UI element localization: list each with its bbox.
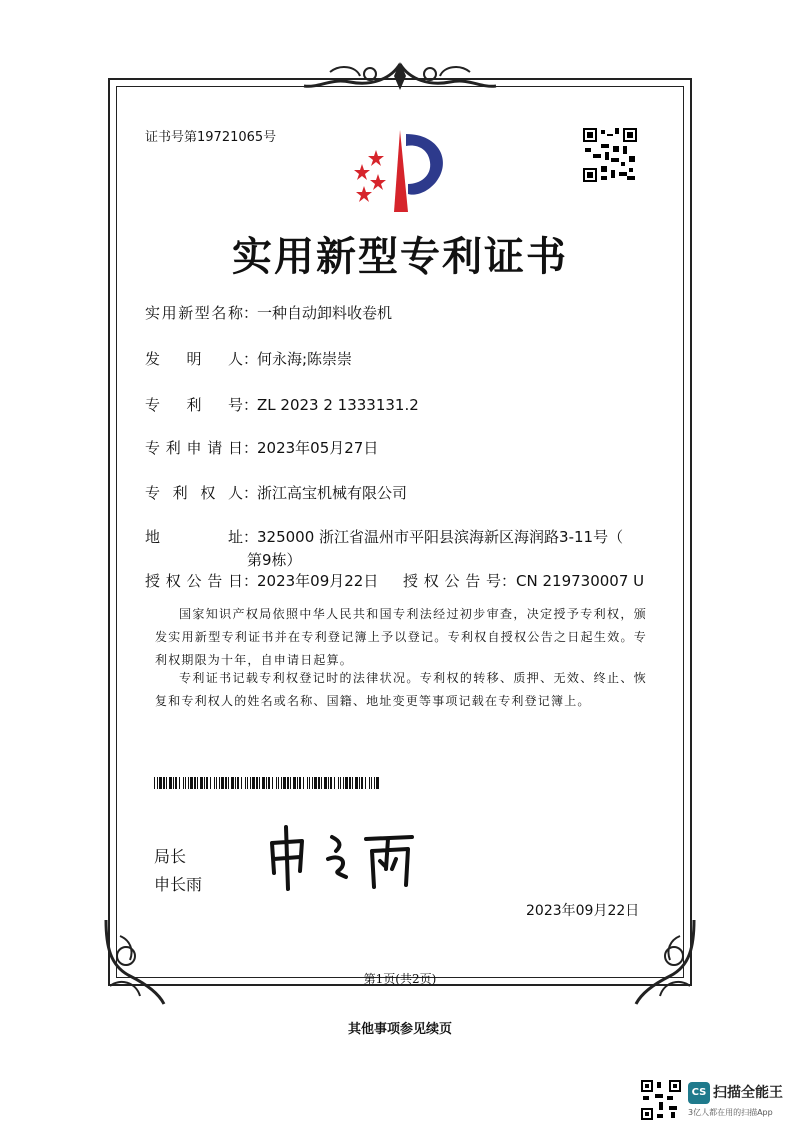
- field-value: 何永海;陈崇崇: [257, 350, 353, 368]
- camscanner-logo-icon: CS: [688, 1082, 710, 1104]
- field-label: 实用新型名称: [145, 304, 243, 322]
- barcode-icon: [154, 774, 380, 786]
- legal-paragraph-register: 专利证书记载专利权登记时的法律状况。专利权的转移、质押、无效、终止、恢复和专利权人的姓名或名称、国籍、地址变更等事项记载在专利登记簿上。: [155, 671, 647, 708]
- scanner-qr-code-icon: [641, 1080, 681, 1120]
- field-address-line2: 第9栋）: [247, 551, 302, 569]
- field-utility-model-name: [145, 302, 392, 323]
- field-inventor: [145, 348, 352, 369]
- handwritten-signature-icon: [262, 815, 422, 895]
- scanner-app-name: 扫描全能王: [713, 1085, 783, 1101]
- field-value: 2023年09月22日: [257, 572, 379, 590]
- field-separator: ：: [501, 572, 517, 590]
- field-value: 325000 浙江省温州市平阳县滨海新区海润路3-11号（: [257, 528, 624, 546]
- page-number: 第1页(共2页): [363, 972, 437, 986]
- certificate-title: 实用新型专利证书: [232, 234, 568, 280]
- field-label: 授权公告号: [403, 572, 501, 590]
- field-separator: ：: [243, 304, 259, 322]
- field-grant-date: [145, 570, 378, 591]
- certificate-qr-code-icon: [583, 128, 637, 182]
- field-separator: ：: [243, 439, 259, 457]
- signature-date: 2023年09月22日: [526, 903, 640, 919]
- field-separator: ：: [243, 572, 259, 590]
- field-value: CN 219730007 U: [516, 572, 645, 590]
- field-filing-date: [145, 437, 378, 458]
- field-value: ZL 2023 2 1333131.2: [257, 396, 419, 414]
- cnipa-emblem-icon: [348, 124, 458, 216]
- field-label: 发明人: [145, 350, 243, 368]
- field-value: 2023年05月27日: [257, 439, 379, 457]
- scanner-slogan: 3亿人都在用的扫描App: [688, 1108, 773, 1117]
- field-address: [145, 526, 623, 547]
- continued-note: 其他事项参见续页: [347, 1022, 452, 1037]
- field-value: 一种自动卸料收卷机: [257, 304, 393, 322]
- top-ornament-icon: [300, 58, 500, 98]
- field-label: 地址: [145, 528, 243, 546]
- field-separator: ：: [243, 528, 259, 546]
- field-patentee: [145, 482, 407, 503]
- field-grant-number: [403, 570, 644, 591]
- field-separator: ：: [243, 396, 259, 414]
- field-separator: ：: [243, 350, 259, 368]
- bottom-left-ornament-icon: [100, 916, 170, 1006]
- bottom-right-ornament-icon: [630, 916, 700, 1006]
- field-label: 授权公告日: [145, 572, 243, 590]
- signatory-name: 申长雨: [154, 875, 203, 894]
- field-value: 浙江高宝机械有限公司: [257, 484, 408, 502]
- field-patent-number: [145, 394, 419, 415]
- signatory-title: 局长: [154, 847, 187, 866]
- legal-paragraph-grant: 国家知识产权局依照中华人民共和国专利法经过初步审查，决定授予专利权，颁发实用新型专利证书并在专利登记簿上予以登记。专利权自授权公告之日起生效。专利权期限为十年，自申请日起算。: [155, 607, 647, 667]
- certificate-number: 证书号第19721065号: [145, 130, 277, 145]
- field-label: 专利号: [145, 396, 243, 414]
- field-label: 专利申请日: [145, 439, 243, 457]
- field-label: 专利权人: [145, 484, 243, 502]
- field-separator: ：: [243, 484, 259, 502]
